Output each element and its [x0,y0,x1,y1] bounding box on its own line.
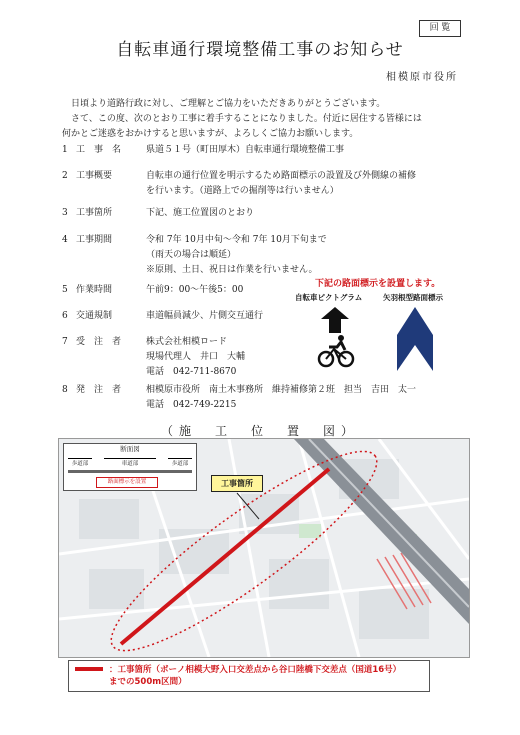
item-value-line: ※原則、土日、祝日は作業を行いません。 [146,265,318,275]
item-number: 1 [62,145,68,155]
item-8 [62,383,144,398]
item-4-value [146,233,327,278]
item-value-line: 午前9：00～午後5：00 [146,285,244,295]
bicycle-pictogram-icon [315,305,355,373]
item-number: 8 [62,385,68,395]
sidewalk-right: 歩道部 [168,458,192,469]
cross-section-title: 断面図 [120,445,140,453]
item-label: 工事期間 [76,235,113,245]
marking-location-label: 路面標示を設置 [96,477,158,488]
item-number: 3 [62,208,68,218]
item-value-line: （雨天の場合は順延） [146,250,237,260]
item-number: 4 [62,235,68,245]
intro-line: 何かとご迷惑をおかけすると思いますが、よろしくご協力お願いします。 [62,129,359,139]
item-value-line: 下記、施工位置図のとおり [146,208,255,218]
item-value-line: 令和 7年 10月中旬～令和 7年 10月下旬まで [146,235,327,245]
cross-section-inset [63,443,197,491]
item-label: 工事概要 [76,171,113,181]
item-2 [62,169,144,184]
item-label: 工 事 名 [76,145,122,155]
page-title: 自転車通行環境整備工事のお知らせ [116,40,404,60]
item-value-line: 現場代理人 井口 大輔 [146,352,246,362]
item-value-line: を行います。（道路上での掘削等は行いません） [146,186,339,196]
legend-red-line [75,667,103,671]
item-value-line: 自転車の通行位置を明示するため路面標示の設置及び外側線の補修 [146,171,417,181]
item-1-value [146,143,344,158]
item-7-value [146,335,245,380]
bicycle-pictogram-label: 自転車ピクトグラム [295,293,363,302]
site-map [58,438,470,658]
issuer: 相模原市役所 [386,72,458,83]
item-2-value [146,169,416,199]
item-5-value [146,283,243,298]
item-value-line: 車道幅員減少、片側交互通行 [146,311,264,321]
item-value-line: 電話 042-711-8670 [146,367,237,377]
item-value-line: 相模原市役所 南土木事務所 維持補修第２班 担当 吉田 太一 [146,385,417,395]
arrow-marking-label: 矢羽根型路面標示 [383,293,443,302]
marking-notice: 下記の路面標示を設置します。 [315,279,441,289]
item-value-line: 県道５１号（町田厚木）自転車通行環境整備工事 [146,145,345,155]
item-number: 6 [62,311,68,321]
intro-line: 日頃より道路行政に対し、ご理解とご協力をいただきありがとうございます。 [71,99,386,109]
item-label: 工事箇所 [76,208,113,218]
map-title: （施 工 位 置 図） [160,424,359,438]
item-5 [62,283,144,298]
legend-line-2: までの500m区間） [109,677,187,687]
item-label: 受 注 者 [76,337,122,347]
item-number: 2 [62,171,68,181]
item-6-value [146,309,263,324]
item-1 [62,143,144,158]
item-label: 作業時間 [76,285,113,295]
item-4 [62,233,144,248]
item-6 [62,309,144,324]
roadway: 車道部 [104,458,156,469]
legend-text [109,664,401,688]
intro-line: さて、この度、次のとおり工事に着手することになりました。付近に居住する皆様には [71,114,422,124]
sidewalk-left: 歩道部 [68,458,92,469]
item-7 [62,335,144,350]
item-number: 5 [62,285,68,295]
intro-text [62,97,462,142]
construction-site-callout: 工事箇所 [211,475,263,492]
map-legend [68,660,430,692]
circulation-stamp: 回 覧 [419,20,461,37]
arrow-marking-icon [395,305,435,373]
item-3-value [146,206,254,221]
item-value-line: 電話 042-749-2215 [146,400,237,410]
road-surface [68,470,192,473]
item-8-value [146,383,416,413]
item-3 [62,206,144,221]
item-value-line: 株式会社相模ロード [146,337,228,347]
legend-line-1: ：工事箇所（ボーノ相模大野入口交差点から谷口陸橋下交差点（国道16号） [109,665,402,675]
item-label: 交通規制 [76,311,113,321]
item-number: 7 [62,337,68,347]
item-label: 発 注 者 [76,385,122,395]
